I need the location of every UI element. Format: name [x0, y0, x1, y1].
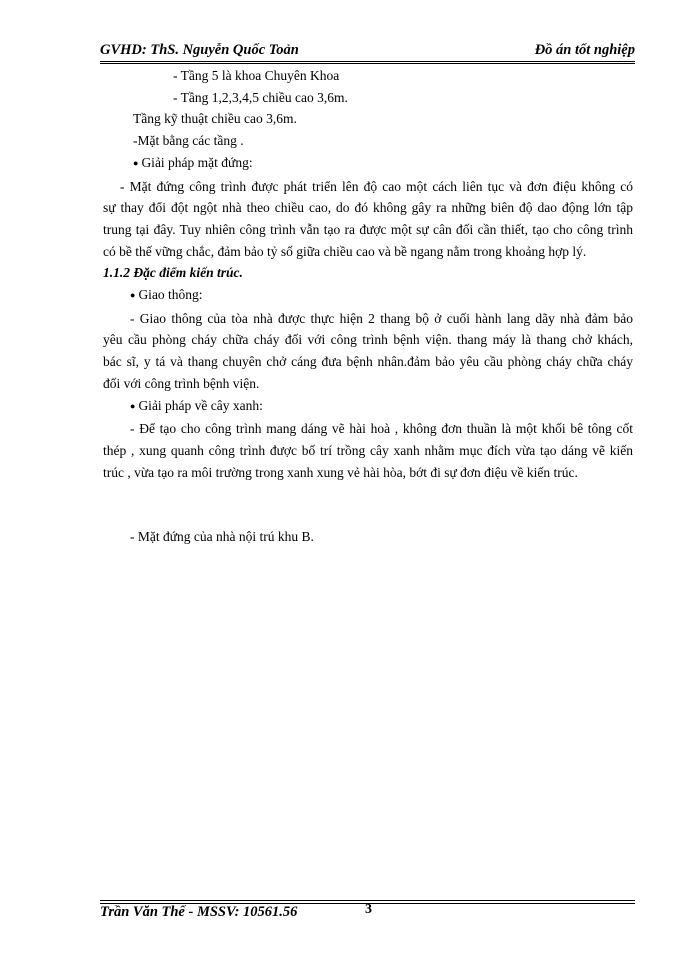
header-rule: [100, 61, 635, 62]
paragraph-line: trúc , vừa tạo ra môi trường trong xanh xung vẻ hài hòa, bớt đi sự đơn điệu về kiến trúc.: [103, 464, 578, 480]
paragraph-line: đối với công trình bệnh viện.: [103, 375, 260, 391]
footer-rule: [100, 900, 635, 901]
paragraph-line: yêu cầu phòng cháy chữa cháy đối với công trình bệnh viện. thang máy là thang chở khách,: [103, 332, 633, 348]
paragraph-line: trung tại đây. Tuy nhiên công trình vẫn tạo ra được một sự cân đối cần thiết, tạo cho công trình: [103, 221, 633, 237]
paragraph-line: có bề thế vững chắc, đảm bảo tỷ số giữa chiều cao và bề ngang nằm trong khoảng hợp lý.: [103, 243, 587, 259]
bullet-facade: ● Giải pháp mặt đứng:: [103, 152, 633, 176]
paragraph-line: sự thay đổi đột ngột nhà theo chiều cao, do đó không gây ra những biên độ dao động lớn tập: [103, 200, 633, 216]
list-item: - Tầng 5 là khoa Chuyên Khoa: [173, 68, 340, 83]
paragraph-line: - Để tạo cho công trình mang dáng vẽ hài hoà , không đơn thuần là một khối bê tông cốt: [130, 421, 633, 437]
paragraph-line: - Mặt đứng công trình được phát triển lên độ cao một cách liên tục và đơn điệu không có: [120, 178, 633, 194]
bullet-greenery: ● Giải pháp về cây xanh:: [103, 395, 633, 419]
paragraph-line: - Mặt đứng của nhà nội trú khu B.: [130, 529, 314, 545]
paragraph-line: - Giao thông của tòa nhà được thực hiện 2 thang bộ ở cuối hành lang dãy nhà đảm bảo: [130, 310, 633, 326]
paragraph-line: -Mặt bằng các tầng .: [133, 133, 244, 149]
bullet-traffic: ● Giao thông:: [103, 284, 633, 308]
header-title: Đồ án tốt nghiệp: [534, 42, 635, 58]
footer-author: Trần Văn Thế - MSSV: 10561.56: [100, 904, 298, 920]
paragraph-line: thép , xung quanh công trình được bố trí trồng cây xanh nhằm mục đích vừa tạo dáng vẽ kiến: [103, 442, 633, 458]
header-advisor: GVHD: ThS. Nguyễn Quốc Toản: [100, 42, 299, 58]
header-rule-thin: [100, 63, 635, 64]
list-item: - Tầng 1,2,3,4,5 chiều cao 3,6m.: [173, 89, 348, 105]
page-number: 3: [365, 902, 372, 917]
paragraph-line: Tầng kỹ thuật chiều cao 3,6m.: [133, 111, 297, 127]
paragraph-line: bác sĩ, y tá và thang chuyên chở cáng đưa bệnh nhân.đảm bảo yêu cầu phòng cháy chữa cháy: [103, 354, 633, 370]
page-footer: [100, 904, 635, 926]
document-body: [103, 65, 633, 548]
section-heading: 1.1.2 Đặc điểm kiến trúc.: [103, 265, 243, 281]
